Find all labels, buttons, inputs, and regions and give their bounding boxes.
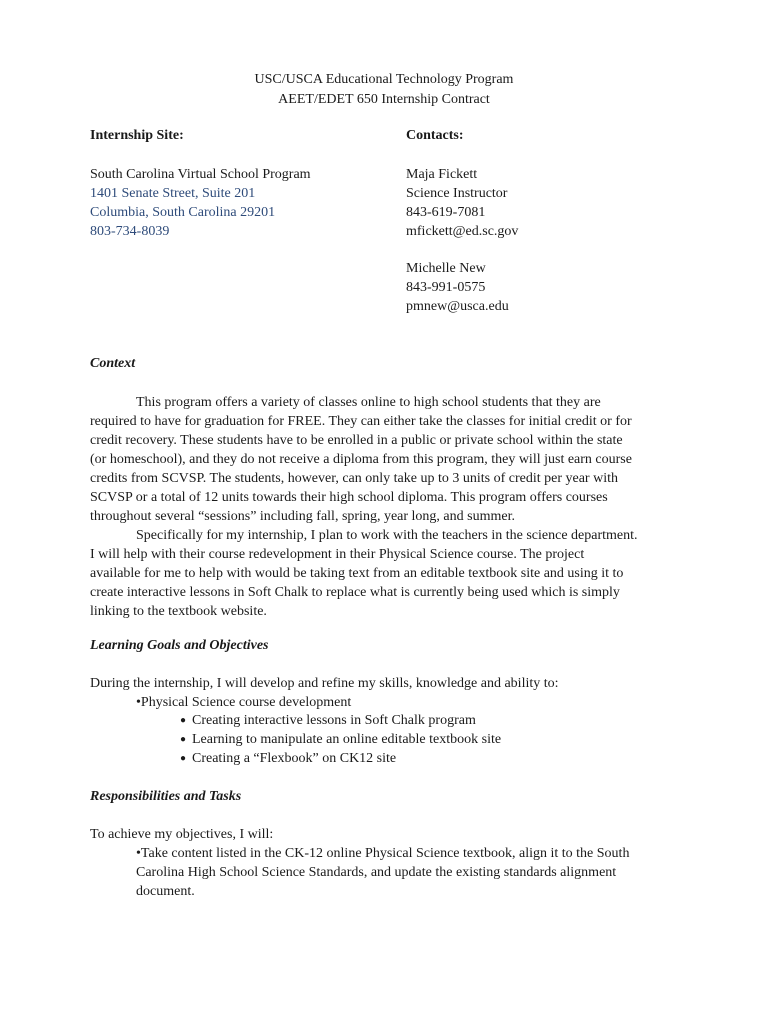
paragraph-line: (or homeschool), and they do not receive a diploma from this program, they will just earn course	[90, 452, 632, 467]
contact-email: pmnew@usca.edu	[406, 299, 509, 314]
document-title-line-2: AEET/EDET 650 Internship Contract	[278, 92, 490, 107]
paragraph-line: SCVSP or a total of 12 units towards their high school diploma. This program offers courses	[90, 490, 608, 505]
responsibility-line: document.	[136, 884, 195, 899]
bullet-icon: ●	[180, 753, 187, 764]
responsibility-line: Carolina High School Science Standards, and update the existing standards alignment	[136, 865, 617, 880]
sub-bullet-item	[180, 713, 476, 729]
internship-site-heading: Internship Site:	[90, 128, 184, 143]
responsibilities-intro: To achieve my objectives, I will:	[90, 827, 274, 842]
context-heading: Context	[90, 356, 136, 371]
paragraph-line: linking to the textbook website.	[90, 604, 267, 619]
paragraph-line: throughout several “sessions” including fall, spring, year long, and summer.	[90, 509, 515, 524]
sub-bullet-text: Learning to manipulate an online editable textbook site	[192, 732, 502, 747]
paragraph-line: credits from SCVSP. The students, however, can only take up to 3 units of credit per year with	[90, 471, 618, 486]
site-phone: 803-734-8039	[90, 224, 170, 239]
learning-goals-heading: Learning Goals and Objectives	[90, 638, 269, 653]
main-bullet-item: •Physical Science course development	[136, 695, 352, 710]
paragraph-line: available for me to help with would be taking text from an editable textbook site and using it to	[90, 566, 624, 581]
contact-name: Michelle New	[406, 261, 486, 276]
sub-bullet-text: Creating a “Flexbook” on CK12 site	[192, 751, 397, 766]
site-address-line-1: 1401 Senate Street, Suite 201	[90, 186, 256, 201]
paragraph-line: Specifically for my internship, I plan to work with the teachers in the science department.	[136, 528, 638, 543]
sub-bullet-item	[180, 732, 501, 748]
context-paragraph-1	[90, 393, 680, 526]
paragraph-line: credit recovery. These students have to be enrolled in a public or private school within the state	[90, 433, 623, 448]
paragraph-line: This program offers a variety of classes online to high school students that they are	[136, 395, 601, 410]
site-name: South Carolina Virtual School Program	[90, 167, 311, 182]
sub-bullet-text: Creating interactive lessons in Soft Chalk program	[192, 713, 476, 728]
document-title-line-1: USC/USCA Educational Technology Program	[254, 72, 514, 87]
context-paragraph-2	[90, 526, 680, 621]
contacts-heading: Contacts:	[406, 128, 464, 143]
paragraph-line: required to have for graduation for FREE. They can either take the classes for initial credit or for	[90, 414, 632, 429]
learning-goals-intro: During the internship, I will develop and refine my skills, knowledge and ability to:	[90, 676, 559, 691]
responsibilities-heading: Responsibilities and Tasks	[90, 789, 242, 804]
contact-phone: 843-991-0575	[406, 280, 486, 295]
sub-bullet-item	[180, 751, 396, 767]
contact-title: Science Instructor	[406, 186, 508, 201]
paragraph-line: create interactive lessons in Soft Chalk to replace what is currently being used which is simply	[90, 585, 620, 600]
site-address-line-2: Columbia, South Carolina 29201	[90, 205, 276, 220]
contact-phone: 843-619-7081	[406, 205, 486, 220]
contact-name: Maja Fickett	[406, 167, 478, 182]
bullet-icon: ●	[180, 734, 187, 745]
responsibility-line: •Take content listed in the CK-12 online Physical Science textbook, align it to the South	[136, 846, 630, 861]
contact-email: mfickett@ed.sc.gov	[406, 224, 519, 239]
paragraph-line: I will help with their course redevelopment in their Physical Science course. The project	[90, 547, 585, 562]
bullet-icon: ●	[180, 715, 187, 726]
